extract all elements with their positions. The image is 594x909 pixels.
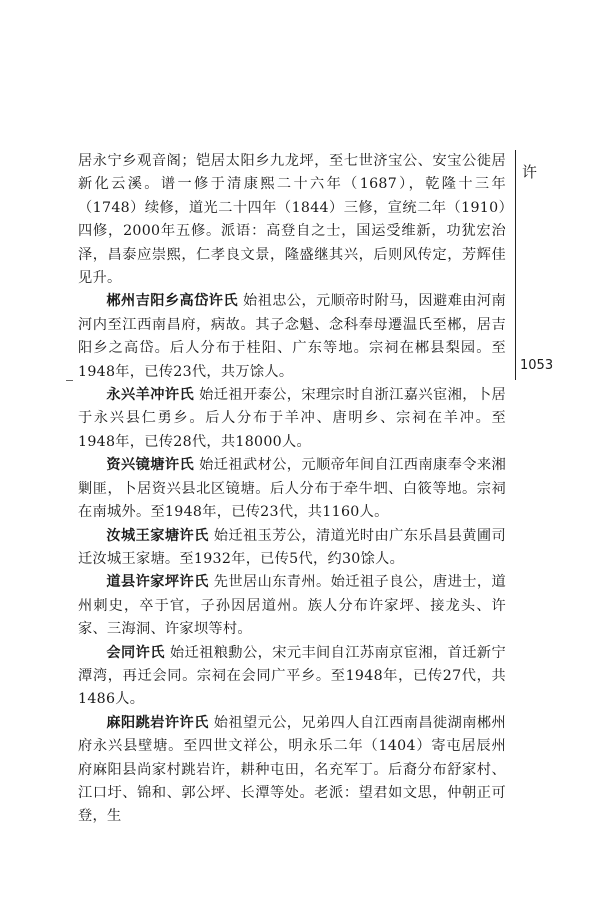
clan-heading: 郴州吉阳乡高岱许氏 bbox=[106, 293, 238, 310]
margin-rule bbox=[515, 150, 516, 380]
page-number: 1053 bbox=[520, 358, 554, 373]
paragraph-text: 始迁祖玉芳公，清道光时由广东乐昌县黄圃司迁汝城王家塘。至1932年，已传5代，约30馀人。 bbox=[78, 527, 506, 567]
paragraph-7 bbox=[78, 642, 506, 712]
clan-heading: 麻阳跳岩许许氏 bbox=[106, 714, 209, 731]
paragraph-6 bbox=[78, 571, 506, 641]
paragraph-4 bbox=[78, 454, 506, 524]
paragraph-text: 始迁祖粮勳公，宋元丰间自江苏南京宦湘，首迁新宁潭湾，再迁会同。宗祠在会同广平乡。至1948年，已传27代，共1486人。 bbox=[78, 644, 507, 708]
body-text bbox=[78, 150, 506, 829]
paragraph-text: 始迁祖开泰公，宋理宗时自浙江嘉兴宦湘，卜居于永兴县仁勇乡。后人分布于羊冲、唐明乡、宗祠在羊冲。至1948年，已传28代，共18000人。 bbox=[78, 387, 506, 450]
running-head: 许 bbox=[522, 163, 538, 181]
paragraph-3 bbox=[78, 384, 506, 454]
clan-heading: 汝城王家塘许氏 bbox=[106, 527, 209, 544]
paragraph-1 bbox=[78, 150, 506, 290]
paragraph-5 bbox=[78, 525, 506, 572]
paragraph-8 bbox=[78, 712, 506, 829]
clan-heading: 永兴羊冲许氏 bbox=[106, 387, 195, 404]
margin-tick-mark bbox=[66, 380, 73, 381]
paragraph-text: 先世居山东青州。始迁祖子良公，唐进士，道州刺史，卒于官，子孙因居道州。族人分布许家坪、接龙头、许家、三海洞、许家坝等村。 bbox=[78, 574, 506, 638]
paragraph-2 bbox=[78, 290, 506, 384]
paragraph-text: 始祖忠公，元顺帝时附马，因避难由河南河内至江西南昌府，病故。其子念魁、念科奉母遷温氏至郴，居吉阳乡之高岱。后人分布于桂阳、广东等地。宗祠在郴县梨园。至1948年，已传23代，共万馀人。 bbox=[78, 293, 507, 380]
clan-heading: 资兴镜塘许氏 bbox=[106, 457, 195, 474]
paragraph-text: 始迁祖武材公，元顺帝年间自江西南康奉令来湘剿匪，卜居资兴县北区镜塘。后人分布于牵牛垇、白筱等地。宗祠在南城外。至1948年，已传23代，共1160人。 bbox=[78, 457, 506, 521]
clan-heading: 道县许家坪许氏 bbox=[106, 574, 209, 591]
paragraph-text: 居永宁乡观音阁；铠居太阳乡九龙坪，至七世济宝公、安宝公徙居新化云溪。谱一修于清康熙二十六年（1687），乾隆十三年（1748）续修，道光二十四年（1844）三修，宣统二年（1910）四修，2000年五修。派语：高登自之士，国运受维新，功犹宏治泽，昌泰应崇熙，仁孝良文景，隆盛继其兴，后则风传定，芳辉佳见升。 bbox=[78, 153, 506, 287]
paragraph-text: 始祖望元公，兄弟四人自江西南昌徙湖南郴州府永兴县壁塘。至四世文祥公，明永乐二年（1404）寄屯居辰州府麻阳县尚家村跳岩许，耕种屯田，名充军丁。后裔分布舒家村、江口圩、锦和、郭公坪、长潭等处。老派：望君如文思，仲朝正可登，生 bbox=[78, 714, 506, 825]
clan-heading: 会同许氏 bbox=[106, 644, 165, 661]
